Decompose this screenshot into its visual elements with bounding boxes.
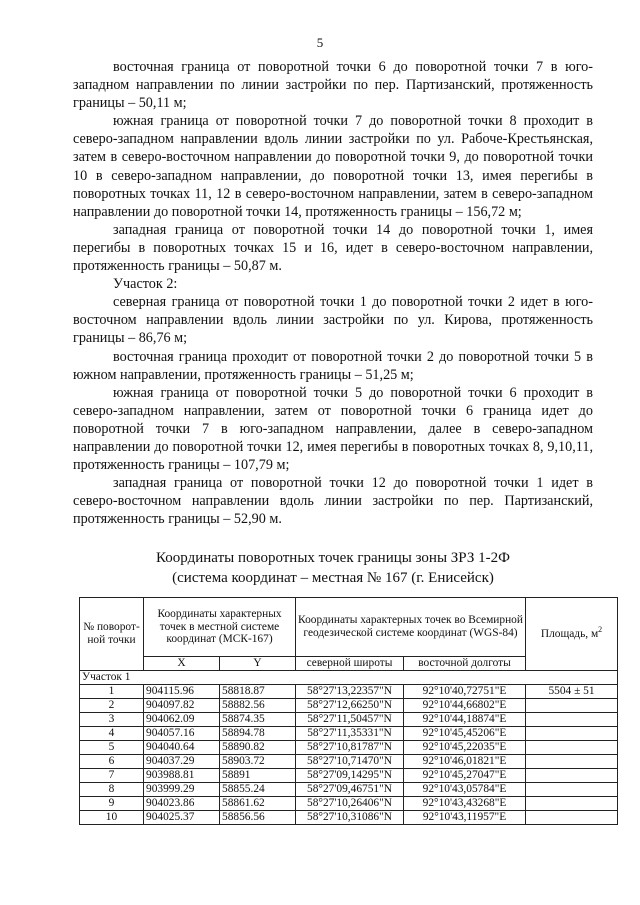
coordinates-table	[79, 597, 618, 825]
cell-point-number: 1	[80, 685, 144, 699]
header-wgs-coordinates: Координаты характерных точек во Всемирной геодезической системе координат (WGS-84)	[296, 598, 526, 657]
table-row	[80, 811, 618, 825]
cell-latitude: 58°27'11,35331"N	[296, 727, 404, 741]
cell-y: 58890.82	[220, 741, 296, 755]
header-north-latitude: северной широты	[296, 657, 404, 671]
cell-y: 58874.35	[220, 713, 296, 727]
cell-x: 904023.86	[144, 797, 220, 811]
cell-point-number: 2	[80, 699, 144, 713]
table-title-line-1: Координаты поворотных точек границы зоны ЗРЗ 1-2Ф	[156, 550, 510, 566]
cell-latitude: 58°27'10,81787"N	[296, 741, 404, 755]
cell-x: 904040.64	[144, 741, 220, 755]
cell-longitude: 92°10'43,05784"E	[404, 783, 526, 797]
body-text	[73, 58, 593, 528]
cell-longitude: 92°10'43,43268"E	[404, 797, 526, 811]
section-label-plot-1: Участок 1	[80, 671, 618, 685]
table-row	[80, 699, 618, 713]
cell-longitude: 92°10'46,01821"E	[404, 755, 526, 769]
cell-y: 58818.87	[220, 685, 296, 699]
table-row	[80, 727, 618, 741]
cell-point-number: 5	[80, 741, 144, 755]
table-row	[80, 797, 618, 811]
table-header-row	[80, 598, 618, 657]
cell-area	[526, 713, 618, 727]
cell-latitude: 58°27'10,71470"N	[296, 755, 404, 769]
cell-longitude: 92°10'45,22035"E	[404, 741, 526, 755]
cell-latitude: 58°27'11,50457"N	[296, 713, 404, 727]
paragraph-plot2-north-border: северная граница от поворотной точки 1 до поворотной точки 2 идет в юго-восточном направлении вдоль линии застройки по ул. Кирова, протяженность границы – 86,76 м;	[73, 294, 593, 347]
cell-point-number: 7	[80, 769, 144, 783]
cell-latitude: 58°27'10,26406"N	[296, 797, 404, 811]
cell-area: 5504 ± 51	[526, 685, 618, 699]
page-number: 5	[316, 35, 324, 50]
cell-point-number: 3	[80, 713, 144, 727]
paragraph-plot2-south-border: южная граница от поворотной точки 5 до поворотной точки 6 проходит в северо-западном направлении, затем от поворотной точки 6 граница идет до поворотной точки 7 в юго-западном направлении, далее в северо-западном направлении до поворотной точки 12, имея перегибы в поворотных точках 8, 9,10,11, протяженность границы – 107,79 м;	[73, 384, 593, 474]
cell-area	[526, 727, 618, 741]
table-row	[80, 685, 618, 699]
cell-area	[526, 811, 618, 825]
section-heading-plot-2: Участок 2:	[113, 276, 178, 293]
cell-x: 903999.29	[144, 783, 220, 797]
header-area-label: Площадь, м	[540, 627, 599, 640]
cell-y: 58856.56	[220, 811, 296, 825]
table-row	[80, 755, 618, 769]
cell-x: 904115.96	[144, 685, 220, 699]
cell-area	[526, 783, 618, 797]
paragraph-south-border: южная граница от поворотной точки 7 до поворотной точки 8 проходит в северо-западном направлении вдоль линии застройки по ул. Рабоче-Крестьянская, затем в северо-восточном направлении до поворотной точки 9, до поворотной точки 10 в северо-западном направлении, до поворотной точки 13, имея перегибы в поворотных точках 11, 12 в северо-восточном направлении, затем в северо-западном направлении до поворотной точки 14, протяженность границы – 156,72 м;	[73, 113, 593, 220]
table-row	[80, 713, 618, 727]
cell-latitude: 58°27'09,46751"N	[296, 783, 404, 797]
table-section-row	[80, 671, 618, 685]
cell-latitude: 58°27'10,31086"N	[296, 811, 404, 825]
cell-x: 904057.16	[144, 727, 220, 741]
cell-latitude: 58°27'13,22357"N	[296, 685, 404, 699]
cell-point-number: 8	[80, 783, 144, 797]
header-local-coordinates: Координаты характерных точек в местной системе координат (МСК-167)	[144, 598, 296, 657]
table-title	[73, 548, 593, 588]
table-row	[80, 741, 618, 755]
cell-longitude: 92°10'44,18874"E	[404, 713, 526, 727]
table-title-line-2: (система координат – местная № 167 (г. Енисейск)	[172, 570, 494, 586]
cell-y: 58894.78	[220, 727, 296, 741]
cell-longitude: 92°10'40,72751"E	[404, 685, 526, 699]
cell-x: 903988.81	[144, 769, 220, 783]
cell-longitude: 92°10'44,66802"E	[404, 699, 526, 713]
cell-area	[526, 797, 618, 811]
cell-area	[526, 699, 618, 713]
cell-y: 58855.24	[220, 783, 296, 797]
cell-longitude: 92°10'43,11957"E	[404, 811, 526, 825]
cell-y: 58903.72	[220, 755, 296, 769]
cell-y: 58861.62	[220, 797, 296, 811]
cell-point-number: 4	[80, 727, 144, 741]
header-east-longitude: восточной долготы	[404, 657, 526, 671]
table-row	[80, 769, 618, 783]
cell-longitude: 92°10'45,27047"E	[404, 769, 526, 783]
cell-latitude: 58°27'12,66250"N	[296, 699, 404, 713]
cell-x: 904025.37	[144, 811, 220, 825]
cell-x: 904062.09	[144, 713, 220, 727]
paragraph-east-border: восточная граница от поворотной точки 6 до поворотной точки 7 в юго-западном направлении по линии застройки по пер. Партизанский, протяженность границы – 50,11 м;	[73, 59, 593, 112]
cell-area	[526, 755, 618, 769]
cell-latitude: 58°27'09,14295"N	[296, 769, 404, 783]
paragraph-plot2-west-border: западная граница от поворотной точки 12 до поворотной точки 1 идет в северо-восточном направлении вдоль линии застройки по пер. Партизанский, протяженность границы – 52,90 м.	[73, 475, 593, 528]
cell-area	[526, 741, 618, 755]
header-x: X	[144, 657, 220, 671]
cell-y: 58882.56	[220, 699, 296, 713]
paragraph-plot2-east-border: восточная граница проходит от поворотной точки 2 до поворотной точки 5 в южном направлении, протяженность границы – 51,25 м;	[73, 348, 593, 383]
cell-x: 904037.29	[144, 755, 220, 769]
header-y: Y	[220, 657, 296, 671]
table-row	[80, 783, 618, 797]
cell-point-number: 6	[80, 755, 144, 769]
cell-longitude: 92°10'45,45206"E	[404, 727, 526, 741]
cell-point-number: 10	[80, 811, 144, 825]
cell-area	[526, 769, 618, 783]
cell-point-number: 9	[80, 797, 144, 811]
header-area-sup: 2	[598, 624, 603, 634]
header-point-number: № поворот-ной точки	[80, 598, 144, 671]
cell-y: 58891	[220, 769, 296, 783]
header-area	[526, 598, 618, 671]
cell-x: 904097.82	[144, 699, 220, 713]
paragraph-west-border: западная граница от поворотной точки 14 до поворотной точки 1, имея перегибы в поворотных точках 15 и 16, идет в северо-восточном направлении, протяженность границы – 50,87 м.	[73, 221, 593, 275]
